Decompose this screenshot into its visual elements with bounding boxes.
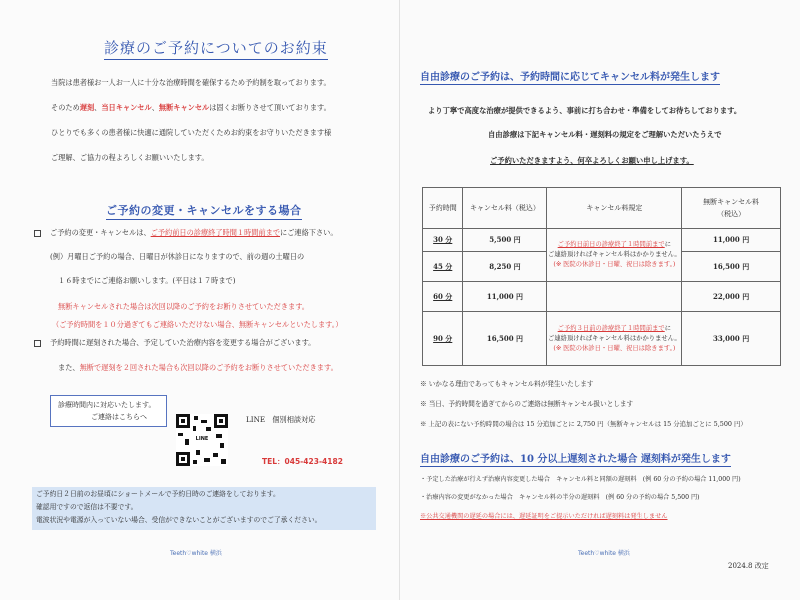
note-1: ※ いかなる理由であってもキャンセル料が発生いたします	[420, 380, 594, 388]
tel-number[interactable]: TEL：045-423-4182	[262, 457, 343, 466]
intro-line-4: ご理解、ご協力の程よろしくお願いいたします。	[51, 153, 209, 162]
intro-line-3: ひとりでも多くの患者様に快適に通院していただくためお約束をお守りいただきます様	[51, 128, 332, 137]
rule-cell-2: ご予約３日前の診療終了１時間前までに ご連絡頂ければキャンセル料はかかりません。 (※ 医院の休診日・日曜、祝日は除きます。)	[547, 312, 682, 366]
table-row: 60 分 11,000 円 22,000 円	[423, 282, 781, 312]
change-line-1: ご予約の変更・キャンセルは、ご予約前日の診療終了時間１時間前までにご連絡下さい。	[50, 228, 338, 237]
hours-line-1: 診療時間内に対応いたします。	[58, 401, 156, 409]
change-line-5: （ご予約時間を１０分過ぎてもご連絡いただけない場合、無断キャンセルといたします。）	[52, 320, 343, 329]
checkbox-icon	[34, 340, 41, 347]
table-row: 45 分 8,250 円 16,500 円	[423, 252, 781, 282]
cancel-fee-table	[422, 187, 781, 366]
header-fee: キャンセル料（税込）	[463, 188, 547, 229]
notice-line-2: 確認用ですので返信は不要です。	[36, 503, 138, 511]
note-3: ※ 上記の表にない予約時間の場合は 15 分追加ごとに 2,750 円（無断キャンセルは 15 分追加ごとに 5,500 円）	[420, 420, 747, 428]
late-fee-heading: 自由診療のご予約は、10 分以上遅刻された場合 遅刻料が発生します	[420, 450, 731, 467]
intro-line-1: 当院は患者様お一人お一人に十分な治療時間を確保するため予約制を取っております。	[51, 78, 331, 87]
table-row: 90 分 16,500 円 ご予約３日前の診療終了１時間前までに ご連絡頂ければキャンセル料はかかりません。 (※ 医院の休診日・日曜、祝日は除きます。) 33,000 円	[423, 312, 781, 366]
late-line-2: ・治療内容の変更がなかった場合 キャンセル料の半分の遅刻料 (例 60 分の予約の場合 5,500 円)	[420, 494, 700, 501]
notice-line-1: ご予約日２日前のお昼頃にショートメールで予約日時のご連絡をしております。	[36, 490, 280, 498]
late-note: ※公共交通機関の遅延の場合には、遅延証明をご提示いただければ遅刻料は発生しません	[420, 513, 668, 520]
right-intro-1: より丁寧で高度な治療が提供できるよう、事前に打ち合わせ・準備をしてお待ちしております。	[428, 106, 742, 115]
right-intro-2: 自由診療は下記キャンセル料・遅刻料の規定をご理解いただいたうえで	[488, 130, 722, 139]
intro-line-2: そのため遅刻、当日キャンセル、無断キャンセルは固くお断りさせて頂いております。	[51, 103, 331, 112]
line-consult-label: LINE 個別相談対応	[246, 415, 316, 424]
table-row: 30 分 5,500 円 ご予約日前日の診療終了１時間前までに ご連絡頂ければキャンセル料はかかりません。 (※ 医院の休診日・日曜、祝日は除きます。) 11,000 円	[423, 229, 781, 252]
header-time: 予約時間	[423, 188, 463, 229]
revision-date: 2024.8 改定	[728, 562, 769, 570]
checkbox-icon	[34, 230, 41, 237]
hours-line-2: ご連絡はこちらへ	[91, 413, 147, 421]
line-qr-code[interactable]	[176, 414, 228, 466]
change-line-3: １６時までにご連絡お願いします。(平日は１７時まで)	[58, 276, 236, 285]
header-rule: キャンセル料規定	[547, 188, 682, 229]
change-line-4: 無断キャンセルされた場合は次回以降のご予約をお断りさせていただきます。	[58, 302, 309, 311]
line-logo-icon: LINE	[194, 434, 210, 445]
contact-hours-box	[50, 395, 167, 427]
note-2: ※ 当日、予約時間を過ぎてからのご連絡は無断キャンセル扱いとします	[420, 400, 634, 408]
change-line-7: また、無断で遅刻を２回された場合も次回以降のご予約をお断りさせていただきます。	[58, 363, 338, 372]
rule-cell-1: ご予約日前日の診療終了１時間前までに ご連絡頂ければキャンセル料はかかりません。 (※ 医院の休診日・日曜、祝日は除きます。)	[547, 229, 682, 282]
right-intro-3: ご予約いただきますよう、何卒よろしくお願い申し上げます。	[490, 156, 694, 165]
late-line-1: ・予定した治療が行えず治療内容変更した場合 キャンセル料と同額の遅刻料 (例 60 分の予約の場合 11,000 円)	[420, 476, 741, 483]
change-line-6: 予約時間に遅刻された場合、予定していた治療内容を変更する場合がございます。	[50, 338, 316, 347]
clinic-logo: Teeth♡white 横浜	[170, 550, 222, 557]
clinic-logo-right: Teeth♡white 横浜	[578, 550, 630, 557]
left-page-title: 診療のご予約についてのお約束	[104, 37, 328, 60]
change-cancel-heading: ご予約の変更・キャンセルをする場合	[106, 202, 302, 220]
cancel-fee-heading: 自由診療のご予約は、予約時間に応じてキャンセル料が発生します	[420, 68, 720, 85]
header-noshow: 無断キャンセル料 （税込）	[682, 188, 781, 229]
change-line-2: (例）月曜日ご予約の場合、日曜日が休診日になりますので、前の週の土曜日の	[50, 252, 305, 261]
notice-line-3: 電波状況や電源が入っていない場合、受信ができないことがございますのでご了承ください。	[36, 516, 322, 524]
